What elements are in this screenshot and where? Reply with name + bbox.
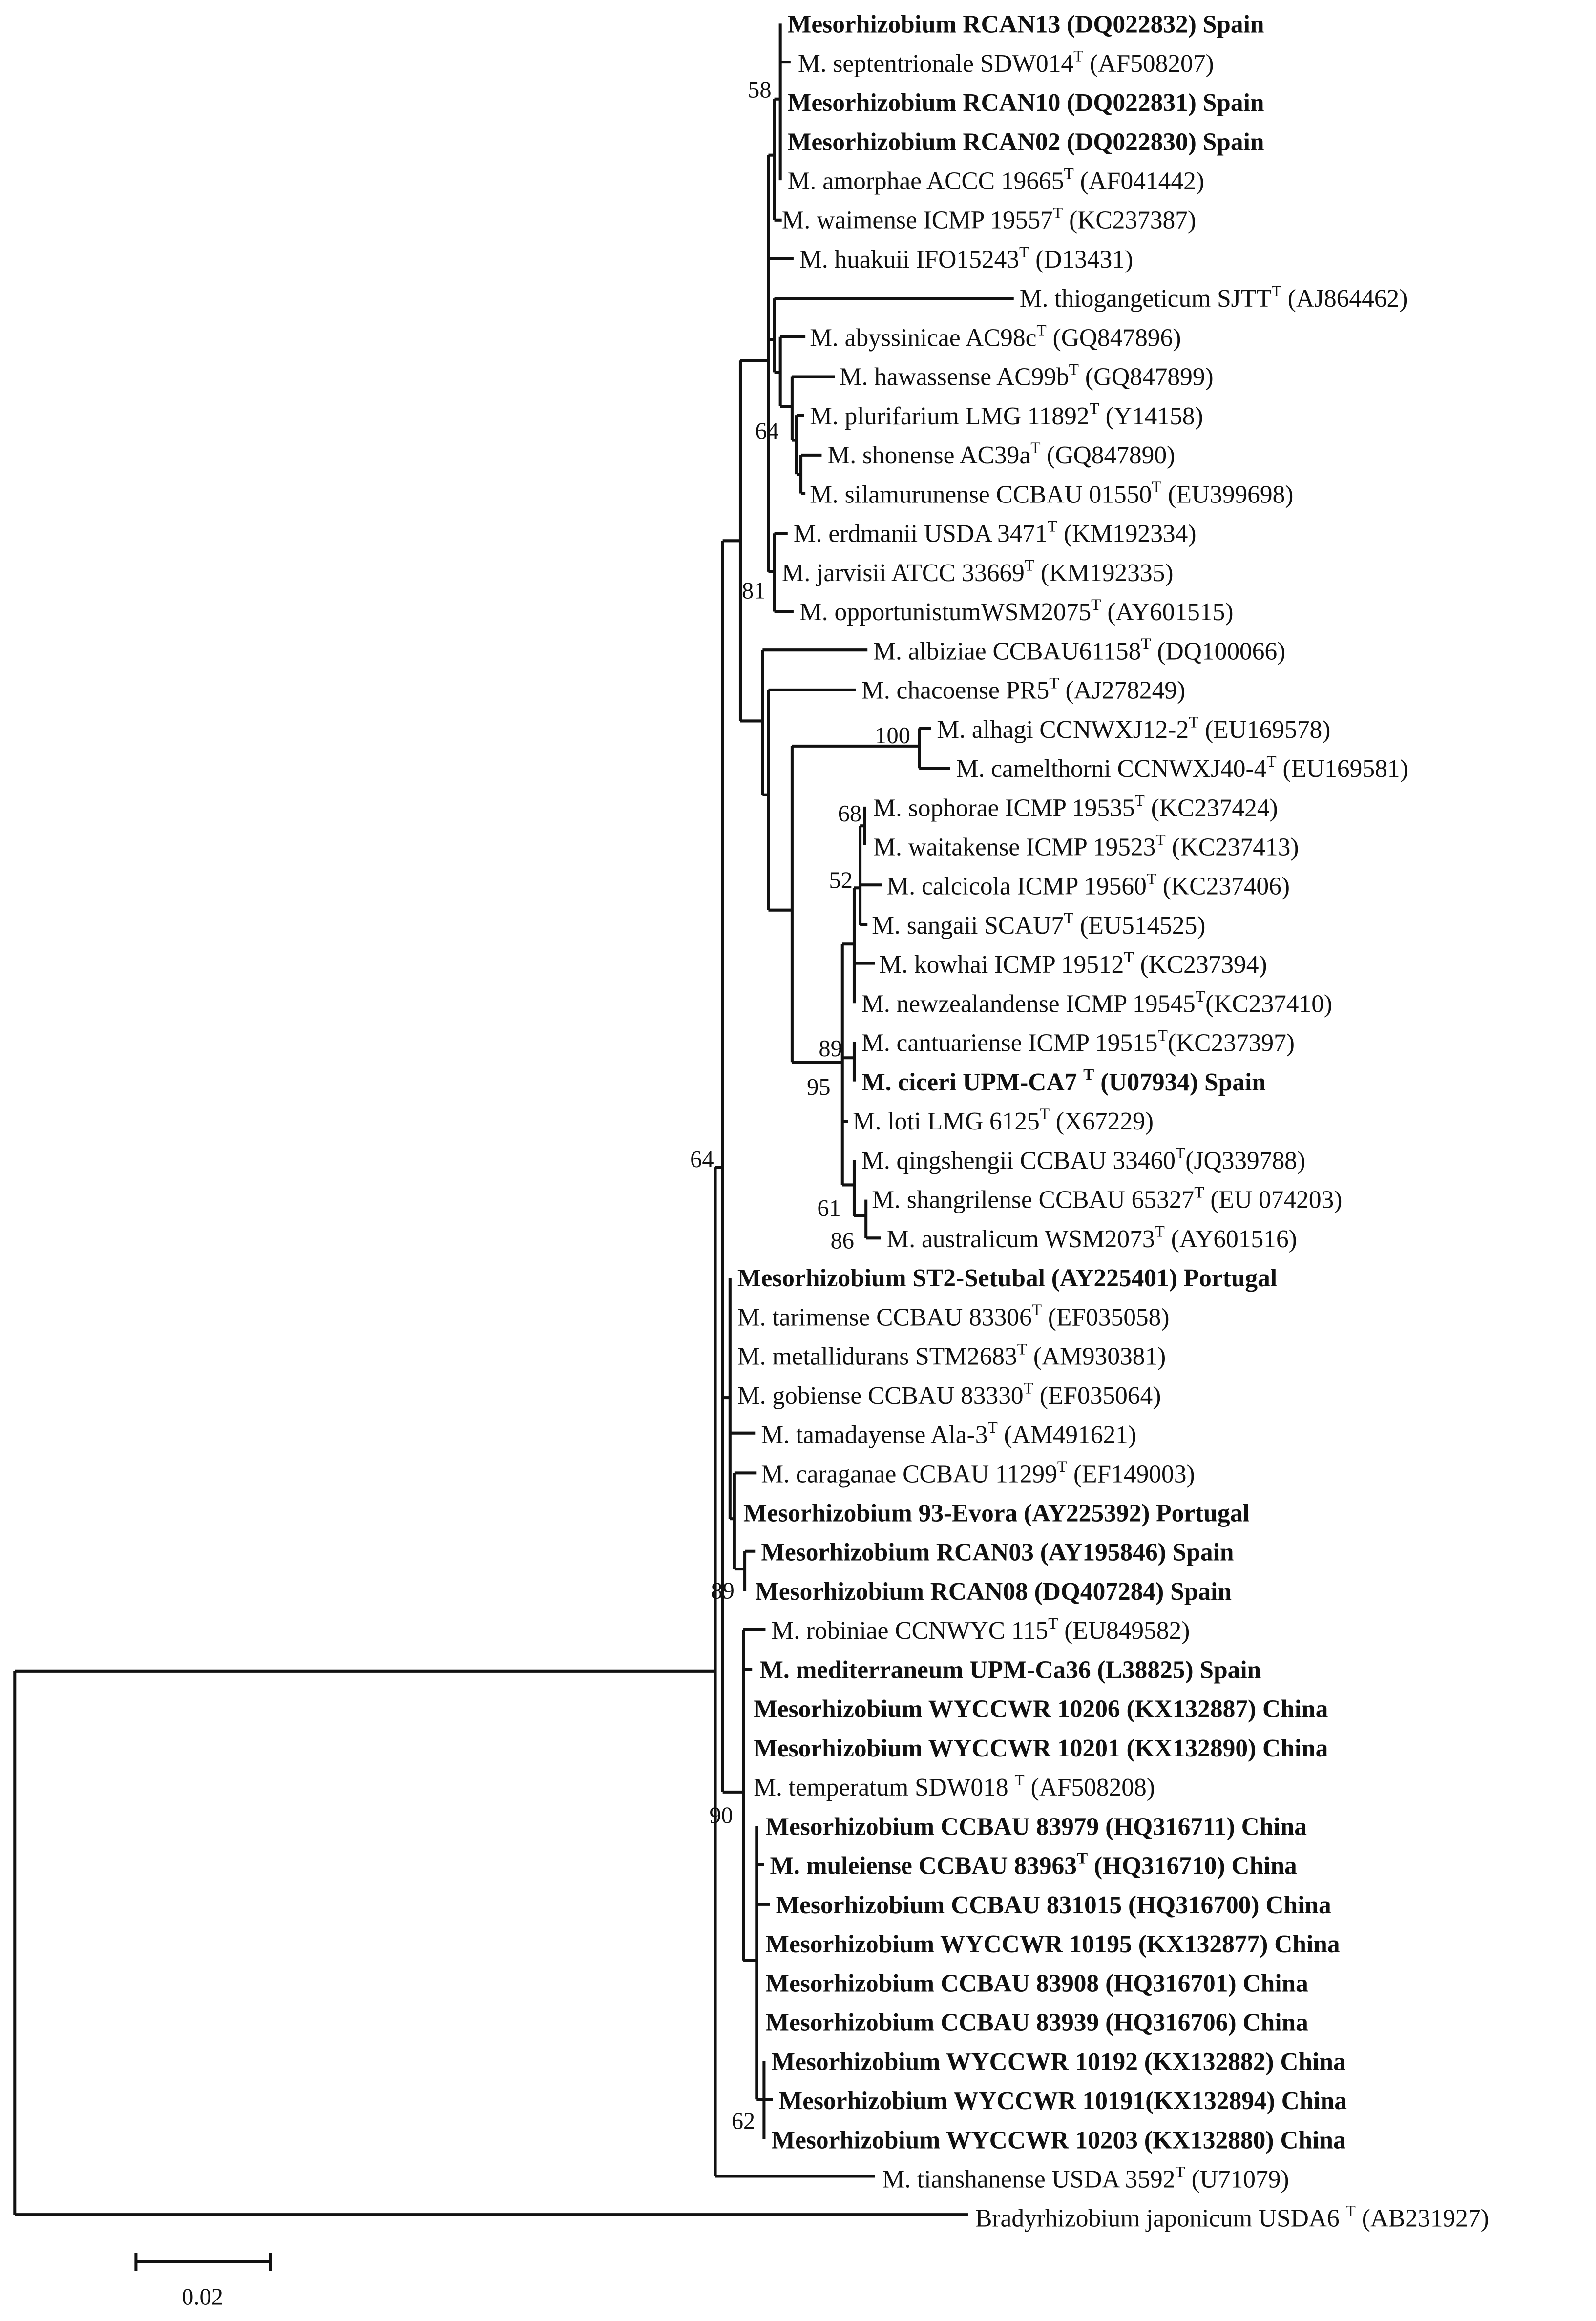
taxon-name: Mesorhizobium WYCCWR 10191(KX132894) China [778,2087,1347,2115]
taxon-label [879,948,1267,979]
accession: (KC237397) [1167,1029,1295,1057]
taxon-name: M. cantuariense ICMP 19515 [861,1029,1158,1057]
type-strain-superscript: T [1030,439,1041,457]
type-strain-superscript: T [1271,282,1281,301]
accession: (AY601516) [1164,1225,1297,1253]
taxon-label [840,361,1214,391]
taxon-name: M. hawassense AC99b [839,363,1069,391]
accession: (HQ316710) China [1088,1852,1297,1880]
taxon-name: Mesorhizobium ST2-Setubal (AY225401) Portugal [737,1264,1278,1293]
taxon-name: M. septentrionale SDW014 [798,49,1074,78]
accession: (AF041442) [1073,167,1204,195]
taxon-name: M. huakuii IFO15243 [799,245,1020,273]
type-strain-superscript: T [987,1418,998,1437]
taxon-label [782,204,1196,234]
taxon-name: Mesorhizobium RCAN10 (DQ022831) Spain [787,89,1264,117]
type-strain-superscript: T [1195,987,1206,1006]
bootstrap-value: 89 [819,1036,842,1062]
taxon-label [737,1264,1277,1292]
taxon-label [861,1066,1266,1096]
type-strain-superscript: T [1073,47,1084,65]
taxon-label [765,2009,1308,2037]
taxon-label [799,243,1133,273]
taxon-label [861,987,1332,1018]
type-strain-superscript: T [1157,1026,1168,1045]
type-strain-superscript: T [1345,2202,1356,2220]
accession: (KC237394) [1134,951,1267,979]
type-strain-superscript: T [1048,1614,1058,1633]
type-strain-superscript: T [1057,1458,1068,1476]
accession: (EF149003) [1067,1460,1195,1488]
type-strain-superscript: T [1155,831,1166,849]
type-strain-superscript: T [1134,792,1145,810]
taxon-name: M. plurifarium LMG 11892 [810,402,1090,430]
taxon-name: Mesorhizobium CCBAU 83939 (HQ316706) China [765,2008,1308,2037]
type-strain-superscript: T [1189,713,1199,732]
taxon-name: Mesorhizobium RCAN13 (DQ022832) Spain [787,10,1264,39]
accession: (AB231927) [1355,2204,1489,2233]
taxon-label [873,792,1278,822]
bootstrap-value: 90 [709,1802,733,1829]
taxon-label [770,1849,1297,1880]
type-strain-superscript: T [1141,635,1151,653]
taxon-name: M. caraganae CCBAU 11299 [761,1460,1057,1488]
taxon-label [861,1144,1305,1174]
bootstrap-value: 62 [731,2108,756,2134]
taxon-label [754,1695,1328,1723]
taxon-name: M. tarimense CCBAU 83306 [737,1303,1032,1332]
type-strain-superscript: T [1036,321,1047,340]
accession: (U71079) [1185,2165,1289,2194]
taxon-name: M. chacoense PR5 [861,676,1050,705]
taxon-name: Mesorhizobium CCBAU 83908 (HQ316701) China [765,1969,1308,1998]
taxon-name: M. australicum WSM2073 [886,1225,1155,1253]
taxon-label [799,596,1233,626]
taxon-label [761,1458,1195,1488]
taxon-name: M. jarvisii ATCC 33669 [781,559,1025,587]
taxon-name: M. qingshengii CCBAU 33460 [861,1147,1176,1175]
bootstrap-value: 68 [838,801,862,827]
bootstrap-value: 64 [690,1147,714,1173]
taxon-name: M. tamadayense Ala-3 [761,1421,988,1449]
type-strain-superscript: T [1146,870,1157,888]
type-strain-superscript: T [1039,1105,1050,1123]
type-strain-superscript: T [1019,243,1029,261]
taxon-name: M. thiogangeticum SJTT [1019,285,1272,313]
taxon-name: M. kowhai ICMP 19512 [879,951,1124,979]
taxon-label [873,831,1299,861]
taxon-label [828,439,1176,469]
taxon-name: M. camelthorni CCNWXJ40-4 [956,755,1267,783]
taxon-label [737,1380,1161,1410]
taxon-name: Mesorhizobium WYCCWR 10206 (KX132887) China [754,1695,1328,1723]
taxon-label [772,2126,1346,2154]
taxon-label [765,1930,1340,1958]
taxon-name: M. waitakense ICMP 19523 [873,833,1156,861]
type-strain-superscript: T [1064,909,1074,927]
taxon-name: M. shonense AC39a [827,441,1031,470]
taxon-name: Mesorhizobium RCAN02 (DQ022830) Spain [787,128,1264,156]
accession: (KC237413) [1165,833,1299,861]
type-strain-superscript: T [1175,1144,1186,1163]
taxon-name: Mesorhizobium WYCCWR 10192 (KX132882) China [771,2048,1346,2076]
type-strain-superscript: T [1091,595,1101,614]
taxon-label [861,674,1185,704]
taxon-label [882,2163,1289,2193]
taxon-label [782,557,1174,587]
taxon-name: M. muleiense CCBAU 83963 [770,1852,1077,1880]
taxon-label [975,2202,1489,2233]
scale-bar-label: 0.02 [182,2284,223,2310]
taxon-name: M. abyssinicae AC98c [810,324,1037,352]
taxon-name: Mesorhizobium CCBAU 831015 (HQ316700) China [776,1891,1331,1919]
taxon-label [772,1614,1190,1645]
accession: (KM192335) [1034,559,1174,587]
accession: (D13431) [1029,245,1134,273]
accession: (GQ847899) [1078,363,1214,391]
bootstrap-value: 95 [807,1074,831,1100]
taxon-name: Bradyrhizobium japonicum USDA6 [975,2204,1346,2233]
taxon-name: M. metallidurans STM2683 [737,1342,1017,1371]
type-strain-superscript: T [1069,360,1079,379]
accession: (EU169581) [1276,755,1408,783]
accession: (KM192334) [1057,520,1197,548]
taxon-label [788,89,1264,117]
taxon-name: Mesorhizobium CCBAU 83979 (HQ316711) China [765,1813,1307,1841]
taxon-label [737,1340,1166,1370]
accession: (AJ864462) [1281,285,1408,313]
taxon-name: M. temperatum SDW018 [754,1774,1015,1802]
taxon-name: Mesorhizobium WYCCWR 10201 (KX132890) China [754,1734,1328,1762]
taxon-name: M. sangaii SCAU7 [872,911,1064,940]
accession: (KC237410) [1205,990,1333,1018]
taxon-name: M. tianshanense USDA 3592 [882,2165,1176,2194]
taxon-label [861,1027,1295,1057]
taxon-label [788,128,1264,156]
taxon-name: M. loti LMG 6125 [852,1108,1040,1136]
taxon-name: M. albiziae CCBAU61158 [873,637,1141,666]
taxon-label [887,1223,1297,1253]
taxon-name: M. amorphae ACCC 19665 [787,167,1064,195]
taxon-name: M. newzealandense ICMP 19545 [861,990,1196,1018]
accession: (KC237406) [1156,872,1290,900]
type-strain-superscript: T [1024,556,1035,575]
taxon-name: M. mediterraneum UPM-Ca36 (L38825) Spain [759,1656,1261,1684]
accession: (DQ100066) [1151,637,1286,666]
taxon-labels [737,11,1489,2233]
accession: (AM930381) [1027,1342,1166,1371]
accession: (EF035058) [1042,1303,1170,1332]
taxon-label [737,1301,1170,1331]
bootstrap-value: 100 [875,722,910,749]
taxon-name: M. calcicola ICMP 19560 [886,872,1147,900]
taxon-label [853,1105,1154,1135]
bootstrap-value: 61 [817,1195,841,1221]
taxon-label [761,1419,1136,1449]
taxon-label [761,1539,1234,1567]
accession: (JQ339788) [1185,1147,1306,1175]
accession: (AY601515) [1101,598,1234,627]
taxon-label [754,1735,1328,1762]
taxon-label [798,47,1214,78]
taxon-label [887,870,1290,900]
type-strain-superscript: T [1152,478,1162,497]
taxon-label [788,165,1204,195]
taxon-name: M. waimense ICMP 19557 [781,206,1053,234]
accession: (X67229) [1050,1108,1154,1136]
taxon-name: Mesorhizobium 93-Evora (AY225392) Portugal [743,1499,1250,1527]
taxon-name: M. erdmanii USDA 3471 [793,520,1048,548]
taxon-name: M. opportunistumWSM2075 [799,598,1092,627]
accession: (GQ847896) [1046,324,1181,352]
taxon-label [810,321,1181,352]
type-strain-superscript: T [1023,1379,1033,1398]
taxon-label [743,1500,1250,1527]
accession: (AF508207) [1083,49,1214,78]
accession: (EF035064) [1033,1381,1161,1410]
type-strain-superscript: T [1014,1771,1025,1789]
bootstrap-value: 81 [742,578,766,604]
taxon-label [937,713,1330,744]
type-strain-superscript: T [1155,1222,1165,1241]
taxon-name: M. ciceri UPM-CA7 [861,1068,1084,1096]
taxon-label [765,1813,1307,1840]
bootstrap-value: 58 [748,77,772,103]
type-strain-superscript: T [1089,399,1099,418]
taxon-label [754,1771,1155,1801]
accession: (EU 074203) [1204,1186,1343,1214]
taxon-label [755,1578,1232,1606]
type-strain-superscript: T [1175,2163,1185,2181]
taxon-label [765,1969,1308,1997]
taxon-label [788,11,1264,39]
taxon-label [1020,282,1408,313]
taxon-name: M. gobiense CCBAU 83330 [737,1381,1024,1410]
type-strain-superscript: T [1017,1340,1028,1359]
type-strain-superscript: T [1083,1066,1094,1084]
taxon-label [872,909,1205,940]
taxon-name: Mesorhizobium WYCCWR 10195 (KX132877) China [765,1930,1340,1959]
accession: (Y14158) [1099,402,1203,430]
accession: (AJ278249) [1059,676,1186,705]
type-strain-superscript: T [1124,948,1134,967]
scale-bar [136,2253,270,2310]
taxon-label [759,1656,1261,1684]
accession: (KC237387) [1063,206,1197,234]
taxon-name: Mesorhizobium RCAN03 (AY195846) Spain [761,1538,1234,1567]
taxon-label [810,400,1203,430]
bootstrap-value: 86 [830,1228,854,1254]
accession: (GQ847890) [1040,441,1176,470]
taxon-name: Mesorhizobium WYCCWR 10203 (KX132880) China [771,2126,1346,2154]
type-strain-superscript: T [1049,674,1059,692]
taxon-name: M. sophorae ICMP 19535 [873,794,1135,822]
type-strain-superscript: T [1194,1183,1204,1202]
taxon-label [794,517,1197,547]
bootstrap-value: 52 [829,867,853,894]
taxon-name: M. shangrilense CCBAU 65327 [872,1186,1195,1214]
accession: (EU169578) [1198,715,1331,744]
accession: (AM491621) [997,1421,1137,1449]
accession: (EU514525) [1073,911,1206,940]
type-strain-superscript: T [1076,1849,1088,1868]
taxon-label [873,635,1285,665]
type-strain-superscript: T [1266,752,1277,771]
accession: (AF508208) [1024,1774,1155,1802]
type-strain-superscript: T [1047,517,1058,536]
taxon-label [772,2048,1346,2076]
taxon-label [872,1183,1342,1213]
bootstrap-value: 64 [755,418,779,444]
accession: (EU849582) [1058,1617,1190,1645]
taxon-name: Mesorhizobium RCAN08 (DQ407284) Spain [755,1577,1232,1606]
accession: (KC237424) [1144,794,1278,822]
taxon-name: M. robiniae CCNWYC 115 [771,1617,1049,1645]
taxon-name: M. alhagi CCNWXJ12-2 [937,715,1189,744]
taxon-label [810,478,1293,508]
taxon-name: M. silamurunense CCBAU 01550 [810,481,1152,509]
bootstrap-value: 89 [711,1578,735,1604]
taxon-label [776,1891,1331,1919]
accession: (EU399698) [1161,481,1294,509]
type-strain-superscript: T [1031,1301,1042,1319]
taxon-label [956,753,1408,783]
accession: (U07934) Spain [1094,1068,1266,1096]
type-strain-superscript: T [1064,165,1074,183]
type-strain-superscript: T [1052,204,1063,222]
taxon-label [779,2087,1347,2115]
